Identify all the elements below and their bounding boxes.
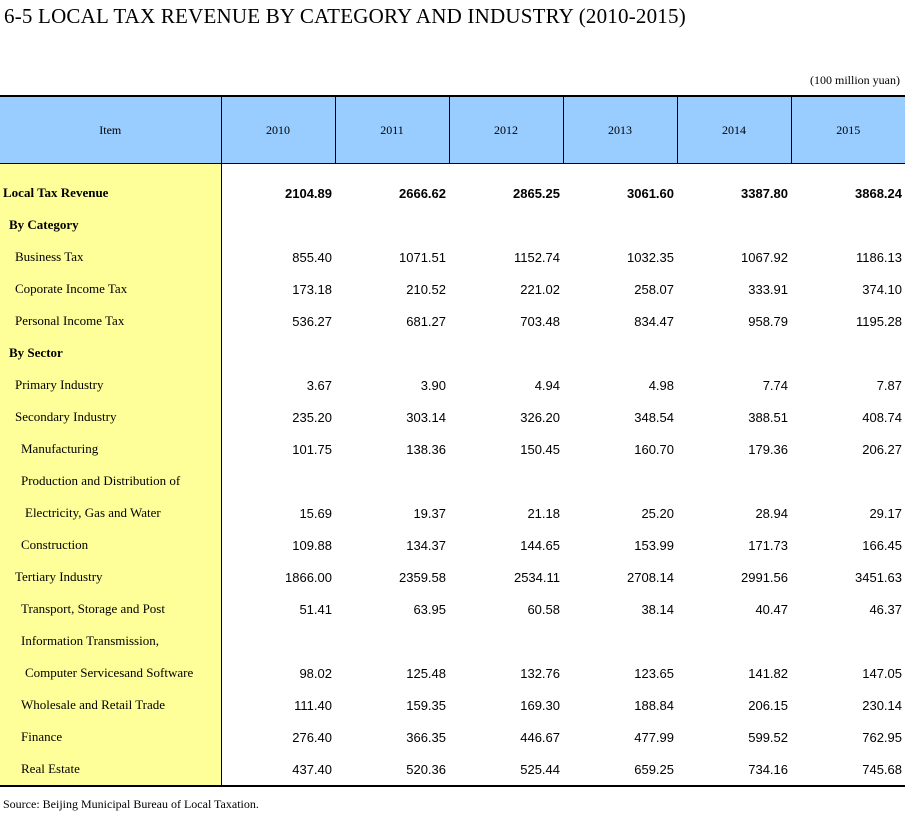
value-cell: 206.27 — [862, 441, 902, 457]
value-cell: 374.10 — [862, 281, 902, 297]
value-cell: 408.74 — [862, 409, 902, 425]
value-cell: 326.20 — [520, 409, 560, 425]
value-cell: 446.67 — [520, 729, 560, 745]
tax-revenue-table — [0, 95, 905, 787]
value-cell: 1195.28 — [855, 313, 902, 329]
value-cell: 2991.56 — [741, 569, 788, 585]
value-cell: 60.58 — [527, 601, 560, 617]
value-cell: 520.36 — [335, 753, 449, 786]
value-cell: 958.79 — [748, 313, 788, 329]
value-cell: 599.52 — [748, 729, 788, 745]
value-cell: 2666.62 — [399, 185, 446, 201]
value-cell: 138.36 — [406, 441, 446, 457]
table-row — [0, 209, 905, 241]
table-row — [0, 273, 905, 305]
value-cell: 46.37 — [869, 601, 902, 617]
value-cell: 734.16 — [677, 753, 791, 786]
table-body — [0, 164, 905, 787]
value-cell — [563, 465, 677, 497]
table-row — [0, 657, 905, 689]
value-cell: 134.37 — [406, 537, 446, 553]
table-row — [0, 593, 905, 625]
value-cell: 366.35 — [406, 729, 446, 745]
value-cell: 3868.24 — [855, 185, 902, 201]
value-cell: 125.48 — [406, 665, 446, 681]
value-cell: 1067.92 — [741, 249, 788, 265]
value-cell — [449, 625, 563, 657]
value-cell: 210.52 — [406, 281, 446, 297]
value-cell — [677, 209, 791, 241]
unit-note: (100 million yuan) — [810, 73, 900, 87]
table-row — [0, 561, 905, 593]
header-year-2014: 2014 — [677, 96, 791, 164]
row-label: Coporate Income Tax — [0, 273, 221, 305]
value-cell: 132.76 — [520, 665, 560, 681]
value-cell — [791, 209, 905, 241]
table-row — [0, 497, 905, 529]
value-cell: 230.14 — [862, 697, 902, 713]
value-cell: 21.18 — [527, 505, 560, 521]
header-year-2011: 2011 — [335, 96, 449, 164]
header-year-2010: 2010 — [221, 96, 335, 164]
value-cell: 4.94 — [534, 377, 560, 393]
value-cell: 1186.13 — [855, 249, 902, 265]
value-cell — [221, 625, 335, 657]
value-cell: 3387.80 — [741, 185, 788, 201]
value-cell: 7.87 — [876, 377, 902, 393]
value-cell — [449, 209, 563, 241]
value-cell: 2865.25 — [513, 185, 560, 201]
table-row — [0, 689, 905, 721]
value-cell — [791, 337, 905, 369]
value-cell: 15.69 — [299, 505, 332, 521]
value-cell: 111.40 — [294, 697, 332, 713]
table-row — [0, 164, 905, 210]
value-cell: 171.73 — [748, 537, 788, 553]
table-row — [0, 305, 905, 337]
value-cell: 147.05 — [862, 665, 902, 681]
source-note: Source: Beijing Municipal Bureau of Local Taxation. — [3, 797, 259, 811]
value-cell: 98.02 — [299, 665, 332, 681]
table-row — [0, 401, 905, 433]
value-cell: 123.65 — [634, 665, 674, 681]
value-cell: 28.94 — [755, 505, 788, 521]
value-cell: 25.20 — [641, 505, 674, 521]
header-row — [0, 96, 905, 164]
value-cell: 141.82 — [748, 665, 788, 681]
row-label: By Category — [0, 209, 221, 241]
value-cell: 2708.14 — [627, 569, 674, 585]
row-label: Computer Servicesand Software — [0, 657, 221, 689]
table-row — [0, 337, 905, 369]
value-cell: 144.65 — [520, 537, 560, 553]
row-label: Transport, Storage and Post — [0, 593, 221, 625]
table-row — [0, 625, 905, 657]
value-cell: 525.44 — [449, 753, 563, 786]
value-cell — [677, 625, 791, 657]
value-cell: 855.40 — [292, 249, 332, 265]
value-cell: 51.41 — [299, 601, 332, 617]
table-row — [0, 529, 905, 561]
value-cell: 188.84 — [634, 697, 674, 713]
row-label: Production and Distribution of — [0, 465, 221, 497]
value-cell: 745.68 — [791, 753, 905, 786]
value-cell: 166.45 — [862, 537, 902, 553]
value-cell: 160.70 — [634, 441, 674, 457]
value-cell: 169.30 — [520, 697, 560, 713]
value-cell: 1071.51 — [399, 249, 446, 265]
value-cell: 703.48 — [520, 313, 560, 329]
value-cell: 388.51 — [748, 409, 788, 425]
value-cell — [335, 209, 449, 241]
value-cell — [563, 625, 677, 657]
row-label: Personal Income Tax — [0, 305, 221, 337]
row-label: Secondary Industry — [0, 401, 221, 433]
value-cell — [335, 465, 449, 497]
header-item: Item — [0, 96, 221, 164]
header-year-2013: 2013 — [563, 96, 677, 164]
row-label: Tertiary Industry — [0, 561, 221, 593]
value-cell: 659.25 — [563, 753, 677, 786]
value-cell: 276.40 — [292, 729, 332, 745]
value-cell: 2359.58 — [399, 569, 446, 585]
value-cell: 258.07 — [634, 281, 674, 297]
value-cell: 3.67 — [306, 377, 332, 393]
header-year-2015: 2015 — [791, 96, 905, 164]
table-row — [0, 721, 905, 753]
value-cell: 1032.35 — [627, 249, 674, 265]
value-cell: 681.27 — [406, 313, 446, 329]
value-cell: 19.37 — [413, 505, 446, 521]
value-cell: 348.54 — [634, 409, 674, 425]
value-cell: 221.02 — [520, 281, 560, 297]
value-cell: 150.45 — [520, 441, 560, 457]
value-cell — [677, 465, 791, 497]
row-label: Wholesale and Retail Trade — [0, 689, 221, 721]
row-label: Local Tax Revenue — [0, 164, 221, 210]
value-cell — [335, 337, 449, 369]
value-cell: 153.99 — [634, 537, 674, 553]
table-row — [0, 241, 905, 273]
value-cell: 1866.00 — [285, 569, 332, 585]
value-cell — [221, 209, 335, 241]
value-cell — [335, 625, 449, 657]
value-cell: 173.18 — [292, 281, 332, 297]
value-cell: 63.95 — [413, 601, 446, 617]
row-label: Construction — [0, 529, 221, 561]
value-cell: 3451.63 — [855, 569, 902, 585]
value-cell — [791, 625, 905, 657]
value-cell: 179.36 — [748, 441, 788, 457]
value-cell: 40.47 — [755, 601, 788, 617]
table-row — [0, 433, 905, 465]
value-cell: 477.99 — [634, 729, 674, 745]
value-cell — [677, 337, 791, 369]
row-label: By Sector — [0, 337, 221, 369]
value-cell: 206.15 — [748, 697, 788, 713]
value-cell — [449, 465, 563, 497]
value-cell: 303.14 — [406, 409, 446, 425]
row-label: Finance — [0, 721, 221, 753]
value-cell — [449, 337, 563, 369]
row-label: Business Tax — [0, 241, 221, 273]
table-row — [0, 465, 905, 497]
value-cell: 3061.60 — [627, 185, 674, 201]
value-cell: 333.91 — [748, 281, 788, 297]
value-cell: 38.14 — [641, 601, 674, 617]
value-cell: 7.74 — [762, 377, 788, 393]
value-cell: 29.17 — [869, 505, 902, 521]
value-cell: 3.90 — [420, 377, 446, 393]
table-row — [0, 369, 905, 401]
row-label: Real Estate — [0, 753, 221, 786]
row-label: Information Transmission, — [0, 625, 221, 657]
value-cell: 536.27 — [292, 313, 332, 329]
table-row — [0, 753, 905, 786]
value-cell — [791, 465, 905, 497]
header-year-2012: 2012 — [449, 96, 563, 164]
value-cell: 4.98 — [648, 377, 674, 393]
value-cell: 109.88 — [292, 537, 332, 553]
page-title: 6-5 LOCAL TAX REVENUE BY CATEGORY AND INDUSTRY (2010-2015) — [4, 4, 686, 28]
value-cell: 762.95 — [862, 729, 902, 745]
value-cell: 2534.11 — [513, 569, 560, 585]
row-label: Electricity, Gas and Water — [0, 497, 221, 529]
value-cell — [563, 209, 677, 241]
value-cell: 159.35 — [406, 697, 446, 713]
row-label: Manufacturing — [0, 433, 221, 465]
value-cell — [221, 465, 335, 497]
value-cell — [221, 337, 335, 369]
value-cell: 101.75 — [292, 441, 332, 457]
value-cell: 1152.74 — [513, 249, 560, 265]
value-cell — [563, 337, 677, 369]
value-cell: 235.20 — [292, 409, 332, 425]
row-label: Primary Industry — [0, 369, 221, 401]
value-cell: 2104.89 — [285, 185, 332, 201]
value-cell: 834.47 — [634, 313, 674, 329]
value-cell: 437.40 — [221, 753, 335, 786]
